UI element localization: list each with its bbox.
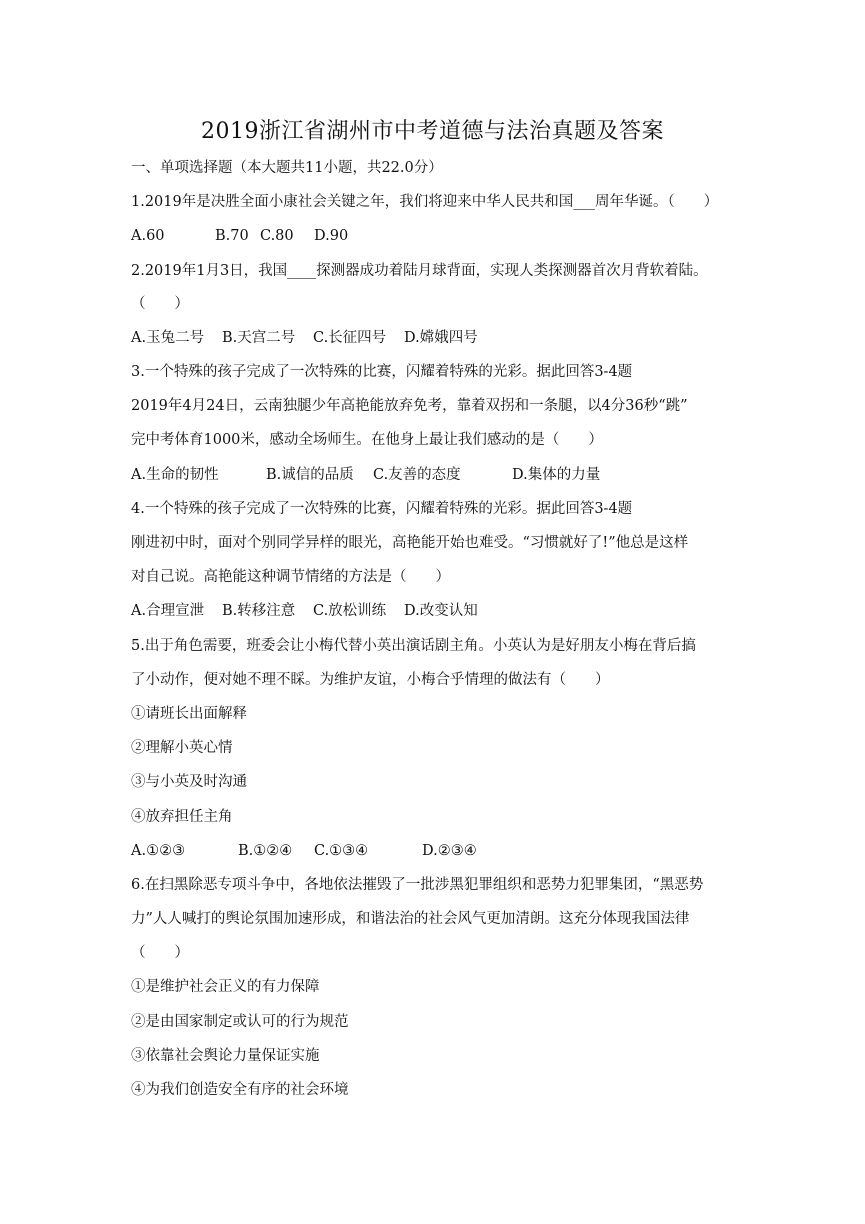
- q1-option-a: A.60: [131, 228, 165, 244]
- q5-item-3: ③与小英及时沟通: [131, 774, 247, 790]
- q4-option-a: A.合理宣泄: [131, 603, 205, 619]
- q2-option-a: A.玉兔二号: [131, 330, 205, 346]
- q1-option-d: D.90: [314, 228, 349, 244]
- q5-option-c: C.①③④: [314, 843, 369, 859]
- q6-item-2: ②是由国家制定或认可的行为规范: [131, 1014, 349, 1030]
- q1-option-c: C.80: [260, 228, 294, 244]
- q2-option-b: B.天宫二号: [222, 330, 296, 346]
- q6-item-1: ①是维护社会正义的有力保障: [131, 979, 320, 995]
- page-title: 2019浙江省湖州市中考道德与法治真题及答案: [201, 119, 664, 144]
- q3-option-b: B.诚信的品质: [266, 467, 354, 483]
- q5-item-4: ④放弃担任主角: [131, 809, 233, 825]
- q2-option-d: D.嫦娥四号: [404, 330, 478, 346]
- q4-option-d: D.改变认知: [404, 603, 478, 619]
- q1-option-b: B.70: [215, 228, 249, 244]
- q5-option-d: D.②③④: [422, 843, 477, 859]
- question-6-stem-paren: （ ）: [131, 945, 189, 961]
- question-4-options: [131, 601, 751, 621]
- q5-item-2: ②理解小英心情: [131, 740, 233, 756]
- q4-option-b: B.转移注意: [222, 603, 296, 619]
- question-5-stem: 5.出于角色需要，班委会让小梅代替小英出演话剧主角。小英认为是好朋友小梅在背后搞: [131, 638, 696, 654]
- question-3-material: 2019年4月24日，云南独腿少年高艳能放弃免考，靠着双拐和一条腿，以4分36秒“跳”: [131, 398, 688, 414]
- question-3-material-cont: 完中考体育1000米，感动全场师生。在他身上最让我们感动的是（ ）: [131, 432, 603, 448]
- q4-option-c: C.放松训练: [313, 603, 387, 619]
- q3-option-c: C.友善的态度: [373, 467, 461, 483]
- question-5-options: [131, 841, 751, 861]
- question-1-stem: 1.2019年是决胜全面小康社会关键之年，我们将迎来中华人民共和国___周年华诞。（ ）: [131, 194, 719, 210]
- q5-option-b: B.①②④: [238, 843, 293, 859]
- question-4-material: 刚进初中时，面对个别同学异样的眼光，高艳能开始也难受。“习惯就好了!”他总是这样: [131, 535, 689, 551]
- q3-option-a: A.生命的韧性: [131, 467, 219, 483]
- question-2-options: [131, 328, 751, 348]
- section-heading: 一、单项选择题（本大题共11小题，共22.0分）: [131, 160, 443, 176]
- q5-item-1: ①请班长出面解释: [131, 706, 247, 722]
- question-2-stem: 2.2019年1月3日，我国____探测器成功着陆月球背面，实现人类探测器首次月背软着陆。: [131, 263, 708, 279]
- q6-item-3: ③依靠社会舆论力量保证实施: [131, 1048, 320, 1064]
- question-3-intro: 3.一个特殊的孩子完成了一次特殊的比赛，闪耀着特殊的光彩。据此回答3-4题: [131, 364, 633, 380]
- question-3-options: [131, 465, 751, 485]
- q3-option-d: D.集体的力量: [512, 467, 601, 483]
- question-2-stem-cont: （ ）: [131, 296, 189, 312]
- question-4-material-cont: 对自己说。高艳能这种调节情绪的方法是（ ）: [131, 569, 450, 585]
- q2-option-c: C.长征四号: [313, 330, 387, 346]
- q5-option-a: A.①②③: [131, 843, 186, 859]
- question-6-stem-cont: 力”人人喊打的舆论氛围加速形成，和谐法治的社会风气更加清朗。这充分体现我国法律: [131, 911, 690, 927]
- question-1-options: [131, 226, 751, 246]
- question-5-stem-cont: 了小动作，便对她不理不睬。为维护友谊，小梅合乎情理的做法有（ ）: [131, 672, 610, 688]
- question-6-stem: 6.在扫黑除恶专项斗争中，各地依法摧毁了一批涉黑犯罪组织和恶势力犯罪集团，“黑恶势: [131, 877, 704, 893]
- q6-item-4: ④为我们创造安全有序的社会环境: [131, 1082, 349, 1098]
- question-4-intro: 4.一个特殊的孩子完成了一次特殊的比赛，闪耀着特殊的光彩。据此回答3-4题: [131, 501, 633, 517]
